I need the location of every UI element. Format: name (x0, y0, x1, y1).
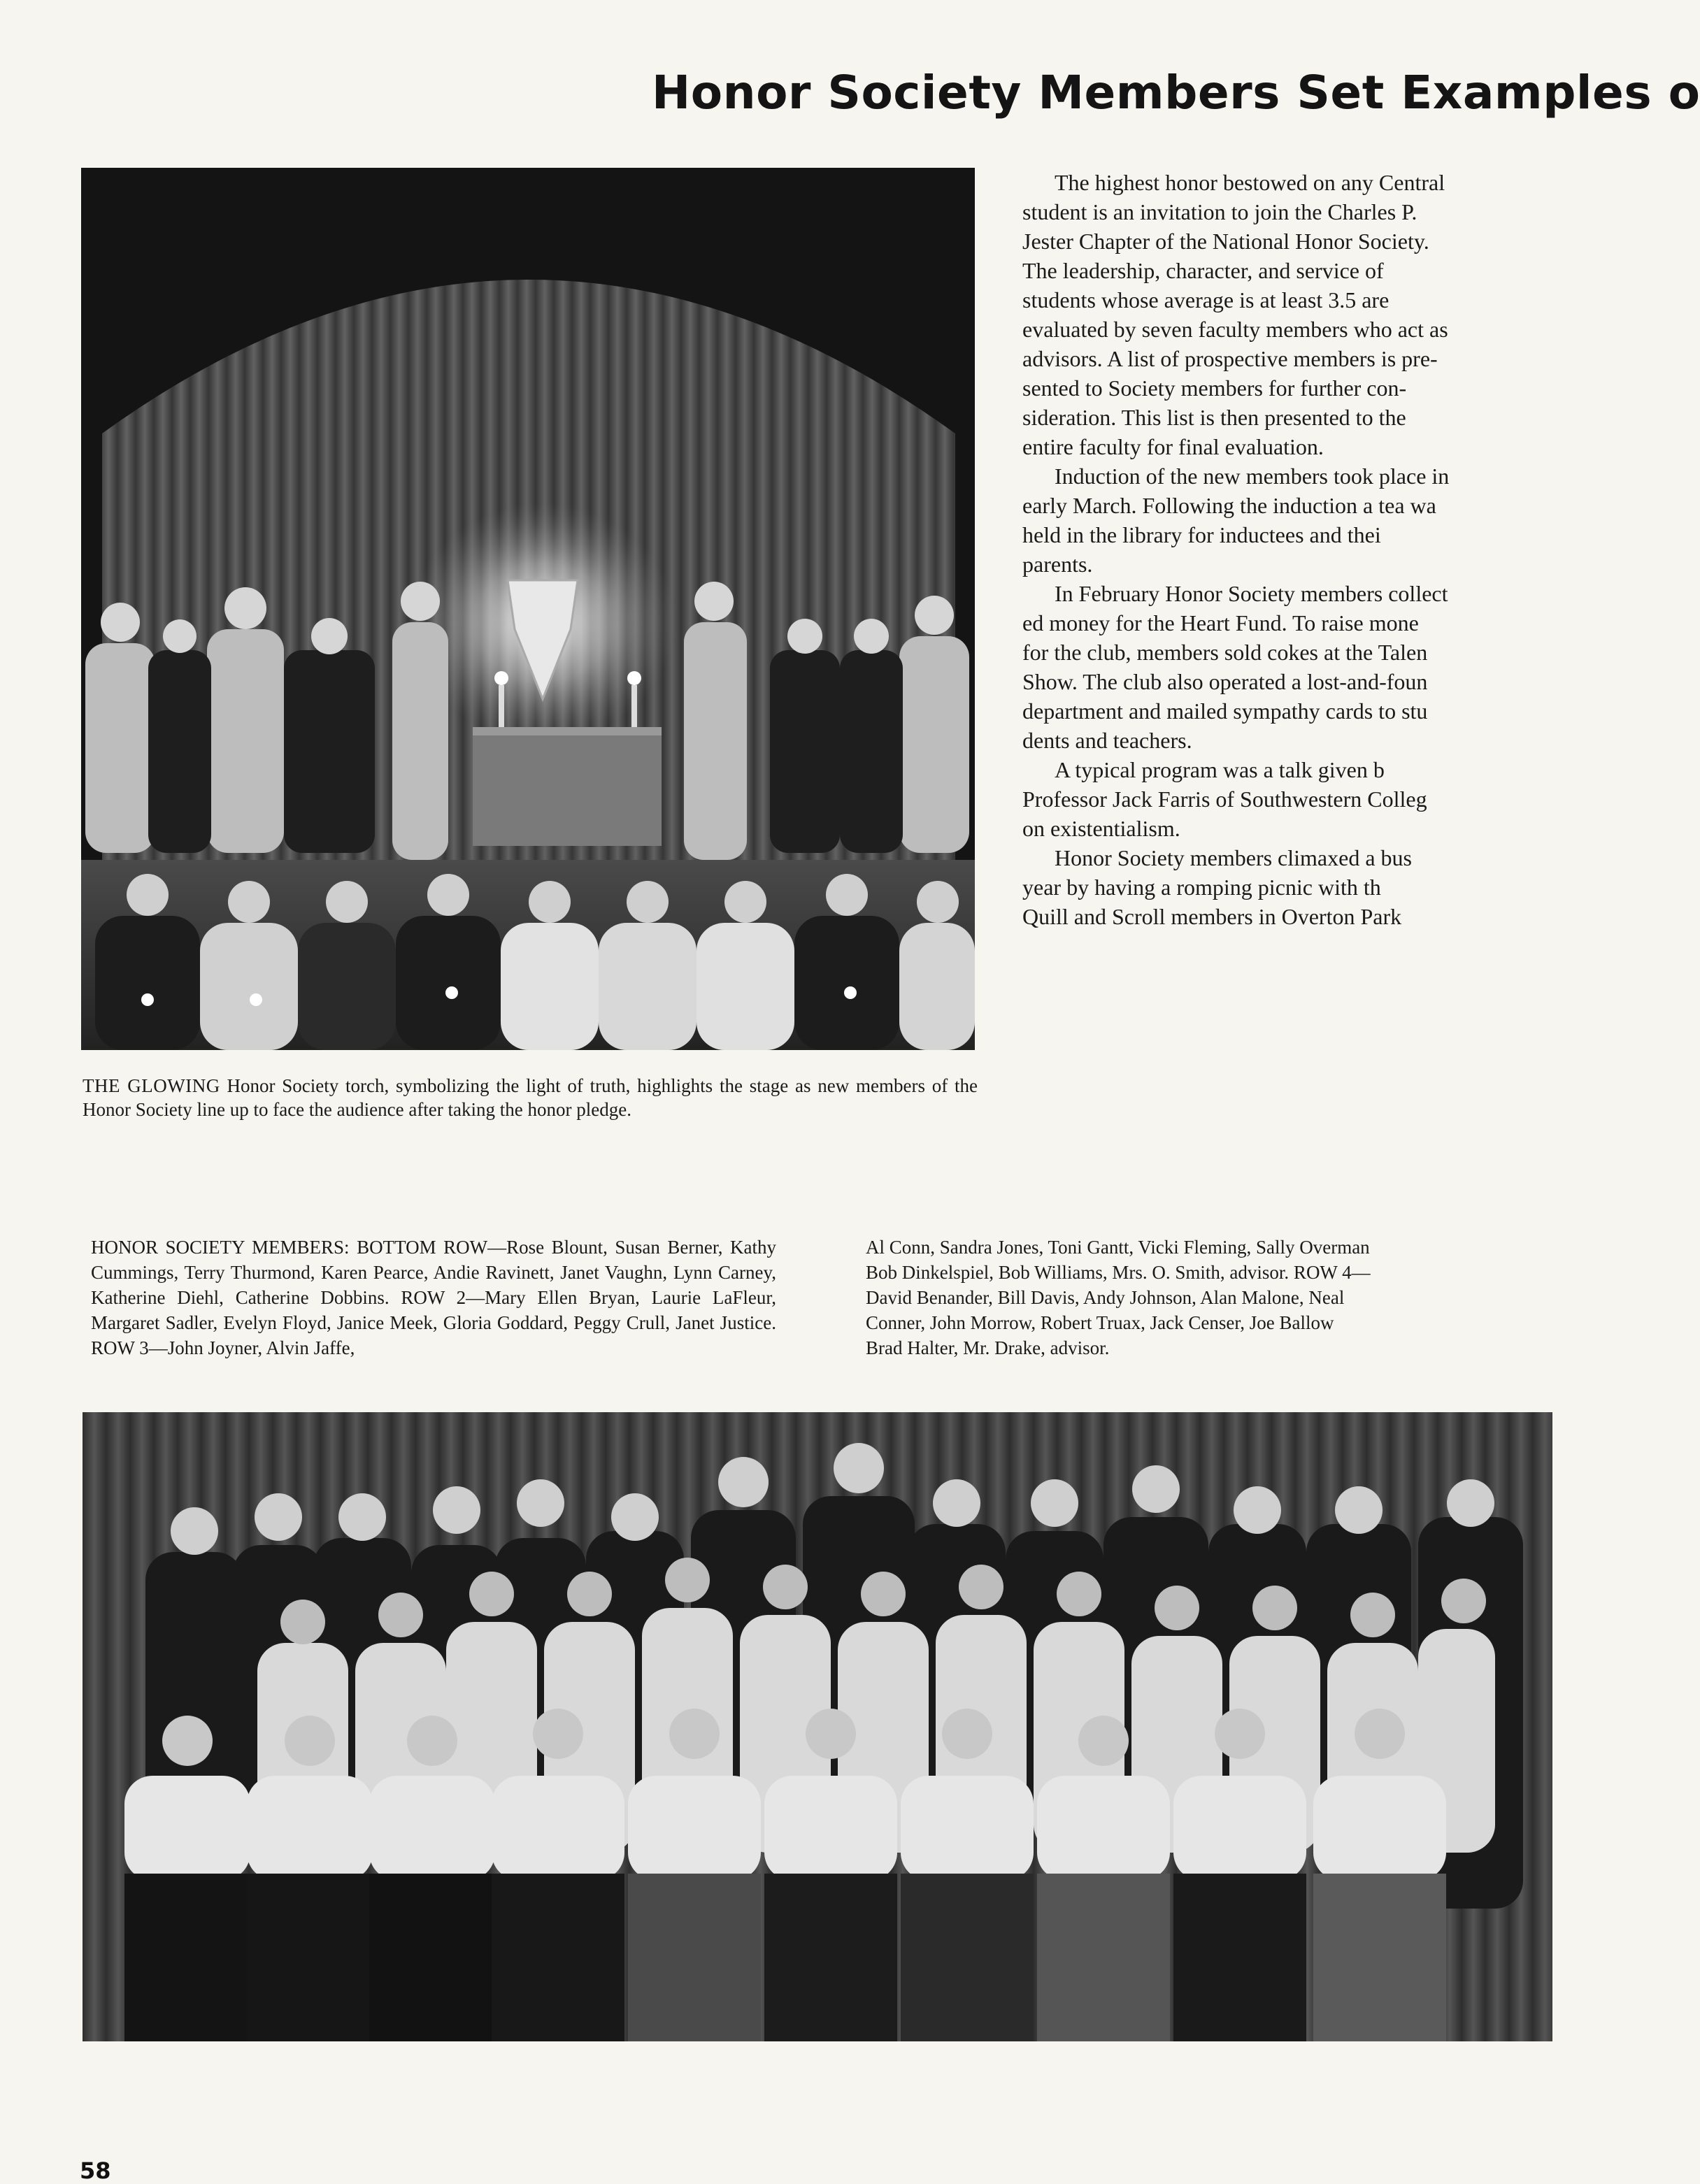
stage-illustration (81, 168, 975, 1050)
roster-line: David Benander, Bill Davis, Andy Johnson, Alan Malone, Neal (866, 1287, 1345, 1308)
body-paragraph-3: In February Honor Society members collect ed money for the Heart Fund. To raise mone for the club, members sold cokes at the Talen Show. The club also operated a lost-and-foun department and mailed sympathy cards to stu dents and teachers. (1022, 581, 1448, 753)
body-paragraph-5: Honor Society members climaxed a bus year by having a romping picnic with th Quill and Scroll members in Overton Park (1022, 845, 1412, 929)
members-roster-left: HONOR SOCIETY MEMBERS: BOTTOM ROW—Rose Blount, Susan Berner, Kathy Cummings, Terry Thurmond, Karen Pearce, Andie Ravinett, Janet Vaughn, Lynn Carney, Katherine Diehl, Catherine Dobbins. ROW 2—Mary Ellen Bryan, Laurie LaFleur, Margaret Sadler, Evelyn Floyd, Janice Meek, Gloria Goddard, Peggy Crull, Janet Justice. ROW 3—John Joyner, Alvin Jaffe, (91, 1237, 776, 1358)
article-body (1022, 168, 1552, 931)
body-paragraph-1: The highest honor bestowed on any Central student is an invitation to join the Charles P. Jester Chapter of the National Honor Society. The leadership, character, and service of students whose average is at least 3.5 are evaluated by seven faculty members who act as advisors. A list of prospective members is pre- sented to Society members for further con- sideration. This list is then presented to the entire faculty for final evaluation. (1022, 170, 1448, 459)
group-illustration (83, 1412, 1552, 2041)
caption-text: Honor Society torch, symbolizing the light of truth, highlights the stage as new members of the Honor Society line up to face the audience after taking the honor pledge. (83, 1075, 978, 1120)
page-number: 58 (80, 2157, 111, 2184)
caption-lead: THE GLOWING (83, 1075, 220, 1096)
body-paragraph-4: A typical program was a talk given b Professor Jack Farris of Southwestern Colleg on existentialism. (1022, 757, 1427, 841)
induction-ceremony-photo (81, 168, 975, 1050)
roster-line: Conner, John Morrow, Robert Truax, Jack Censer, Joe Ballow (866, 1312, 1334, 1333)
members-roster-right (866, 1235, 1552, 1360)
group-portrait-photo (83, 1412, 1552, 2041)
page-title: Honor Society Members Set Examples o (652, 66, 1700, 120)
roster-line: Brad Halter, Mr. Drake, advisor. (866, 1337, 1110, 1358)
roster-line: Bob Dinkelspiel, Bob Williams, Mrs. O. Smith, advisor. ROW 4— (866, 1262, 1371, 1283)
photo-caption (83, 1074, 978, 1121)
body-paragraph-2: Induction of the new members took place in early March. Following the induction a tea wa held in the library for inductees and thei parents. (1022, 464, 1450, 577)
roster-line: Al Conn, Sandra Jones, Toni Gantt, Vicki Fleming, Sally Overman (866, 1237, 1370, 1258)
